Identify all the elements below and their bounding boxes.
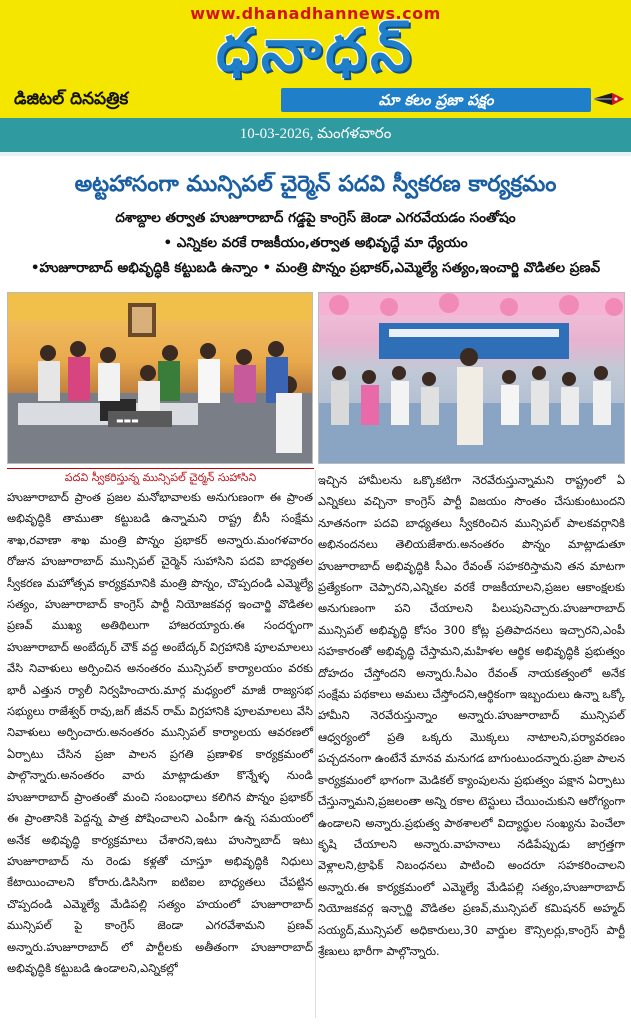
newspaper-subtitle: డిజిటల్ దినపత్రిక — [14, 89, 129, 109]
newspaper-logo-title: ధనాధన్ — [216, 16, 415, 84]
photo-caption: పదవి స్వీకరిస్తున్న మున్సిపల్ చైర్మన్ సుహాసిని — [64, 471, 257, 484]
photo-public-meeting — [318, 292, 625, 464]
caption-divider — [7, 468, 314, 469]
article-body-right: ఇచ్చిన హామీలను ఒక్కొకటిగా నెరవేరుస్తున్నామని రాష్ట్రంలో ఏ ఎన్నికలు వచ్చినా కాంగ్రెస్ పార్టీ విజయం సొంతం చేసుకుంటుందని నూతనంగా పదవి బాధ్యతలు స్వీకరించిన మున్సిపల్ పాలకవర్గానికి అభినందనలు తెలియజేశారు.అనంతరం పొన్నం మాట్లాడుతూ హుజూరాబాద్ అభివృద్ధికి సీఎం రేవంత్ సహకరిస్తామని తన మాటగా ప్రత్యేకంగా చెప్పారని,ఎన్నికల వరకే రాజకీయాలని,ప్రజల ఆకాంక్షలకు అనుగుణంగా పని చేయాలని పిలుపునిచ్చారు.హుజూరాబాద్ మున్సిపల్ అభివృద్ధి కోసం 300 కోట్ల ప్రతిపాదనలు ఇచ్చారని,ఎంపీ సహకారంతో అభివృద్ధి చేస్తామని,మహిళల ఆర్థిక అభివృద్ధికి ప్రభుత్వం దోహదం చేస్తోందని అన్నారు.సీఎం రేవంత్ నాయకత్వంలో అనేక సంక్షేమ పథకాలు అమలు చేస్తోందని,ఆర్థికంగా ఇబ్బందులు ఉన్నా ఒక్కో హామీని నెరవేరుస్తున్నాం అన్నారు.హుజూరాబాద్ మున్సిపల్ ఆధ్వర్యంలో ప్రతి ఒక్కరు మొక్కలు నాటాలని,పర్యావరణం పచ్చదనంగా ఉంటేనే మానవ మనుగడ బాగుంటుందన్నారు.ప్రజా పాలన కార్యక్రమంలో భాగంగా మెడికల్ క్యాంపులను ప్రభుత్వం పక్షాన ఏర్పాటు చేస్తున్నామని,ప్రజలంతా అన్ని రకాల టెస్టులు చేయించుకుని ఆరోగ్యంగా ఉండాలని అన్నారు.ప్రభుత్వ పాఠశాలలో విద్యార్థుల సంఖ్యను పెంచేలా కృషి చేయాలని అన్నారు.వాహనాలు నడిపేప్పుడు జాగ్రత్తగా వెళ్లాలని,ట్రాఫిక్ నిబంధనలు పాటించి అందరూ సహకరించాలని అన్నారు.ఈ కార్యక్రమంలో ఎమ్మెల్యే మేడిపల్లి సత్యం,హుజూరాబాద్ నియోజకవర్గ ఇన్చార్జి వొడితల ప్రణవ్,మున్సిపల్ కమిషనర్ అహ్మద్ సయ్యద్,మున్సిపల్ అధికారులు,30 వార్డుల కౌన్సిలర్లు,కాంగ్రెస్ పార్టీ శ్రేణులు భారీగా పాల్గొన్నారు. — [318, 473, 625, 958]
highlight-item: • ఎన్నికల వరకే రాజకీయం,తర్వాత అభివృద్ధే మా ధ్యేయం — [163, 235, 468, 251]
svg-text:▬▬▬: ▬▬▬ — [116, 416, 139, 425]
masthead — [0, 0, 631, 118]
photo-oath-ceremony — [7, 292, 313, 464]
highlight-item: • మంత్రి పొన్నం ప్రభాకర్,ఎమ్మెల్యే సత్యం,ఇంచార్జి వొడితల ప్రణవ్ — [262, 260, 601, 276]
highlight-item: దశాబ్దాల తర్వాత హుజూరాబాద్ గడ్డపై కాంగ్రెస్ జెండా ఎగరవేయడం సంతోషం — [115, 210, 516, 226]
article-headline: అట్టహాసంగా మున్సిపల్ చైర్మెన్ పదవి స్వీకరణ కార్యక్రమం — [74, 172, 557, 197]
article-highlights — [6, 206, 625, 281]
issue-date: 10-03-2026, మంగళవారం — [239, 126, 392, 142]
highlight-item: •హుజూరాబాద్ అభివృద్ధికి కట్టుబడి ఉన్నాం — [30, 260, 258, 276]
article-body-left: హుజూరాబాద్ ప్రాంత ప్రజల మనోభావాలకు అనుగుణంగా ఈ ప్రాంత అభివృద్ధికి తాముతా కట్టుబడి ఉన్నామని రాష్ట్ర బీసీ సంక్షేమ శాఖ,రవాణా శాఖ మంత్రి పొన్నం ప్రభాకర్ అన్నారు.మంగళవారం రోజున హుజూరాబాద్ మున్సిపల్ చైర్మెన్ సుహాసిని పదవి బాధ్యతల స్వీకరణ మహోత్సవ కార్యక్రమానికి మంత్రి పొన్నం, చొప్పదండి ఎమ్మెల్యే సత్యం, హుజూరాబాద్ కాంగ్రెస్ పార్టీ నియోజకవర్గ ఇంచార్జి వొడితల ప్రణవ్ ముఖ్య అతిథిలుగా హాజరయ్యారు.ఈ సందర్భంగా హుజూరాబాద్ అంబేద్కర్ చౌక్ వద్ద అంబేద్కర్ విగ్రహానికి పూలమాలలు వేసి నివాళులు అర్పించిన అనంతరం మున్సిపల్ కార్యాలయం వరకు భారీ ఎత్తున ర్యాలీ నిర్వహించారు.మార్గ మధ్యంలో మాజీ రాజ్యసభ సభ్యులు రాజేశ్వర్ రావు,జగ్ జీవన్ రామ్ విగ్రహానికి పూలమాలలు వేసి నివాళులు అర్పించారు.అనంతరం మున్సిపల్ కార్యాలయ ఆవరణలో ఏర్పాటు చేసిన ప్రజా పాలన ప్రగతి ప్రణాళిక కార్యక్రమంలో పాల్గొన్నారు.అనంతరం వారు మాట్లాడుతూ కొన్నేళ్ళ నుండి హుజూరాబాద్ ప్రాంతంతో మంచి సంబంధాలు కలిగిన పొన్నం ప్రభాకర్ ఈ ప్రాంతానికి పెద్దన్న పాత్ర పోషించాలని ఎంపీగా ఉన్న సమయంలో అనేక అభివృద్ధి కార్యక్రమాలు చేశారని,ఇటు హుస్నాబాద్ ఇటు హుజూరాబాద్ ను రెండు కళ్లతో చూస్తూ అభివృద్ధికి నిధులు కేటాయించాలని కోరారు.డిసిసిగా ఐటిఐల బాధ్యతలు చేపట్టిన చొప్పదండి ఎమ్మెల్యే మేడిపల్లి సత్యం హయంలో హుజూరాబాద్ మున్సిపల్ పై కాంగ్రెస్ జెండా ఎగరవేశామని ప్రణవ్ అన్నారు.హుజూరాబాద్ లో పార్టీలకు అతీతంగా హుజూరాబాద్ అభివృద్ధికి కట్టుబడి ఉండాలని,ఎన్నికల్లో — [7, 490, 313, 975]
column-divider — [315, 470, 316, 1018]
pen-nib-icon — [590, 90, 626, 108]
newspaper-tagline: మా కలం ప్రజా పక్షం — [281, 88, 591, 112]
date-bar — [0, 118, 631, 152]
website-url[interactable]: www.dhanadhannews.com — [190, 4, 441, 23]
date-bar-underline — [0, 152, 631, 156]
